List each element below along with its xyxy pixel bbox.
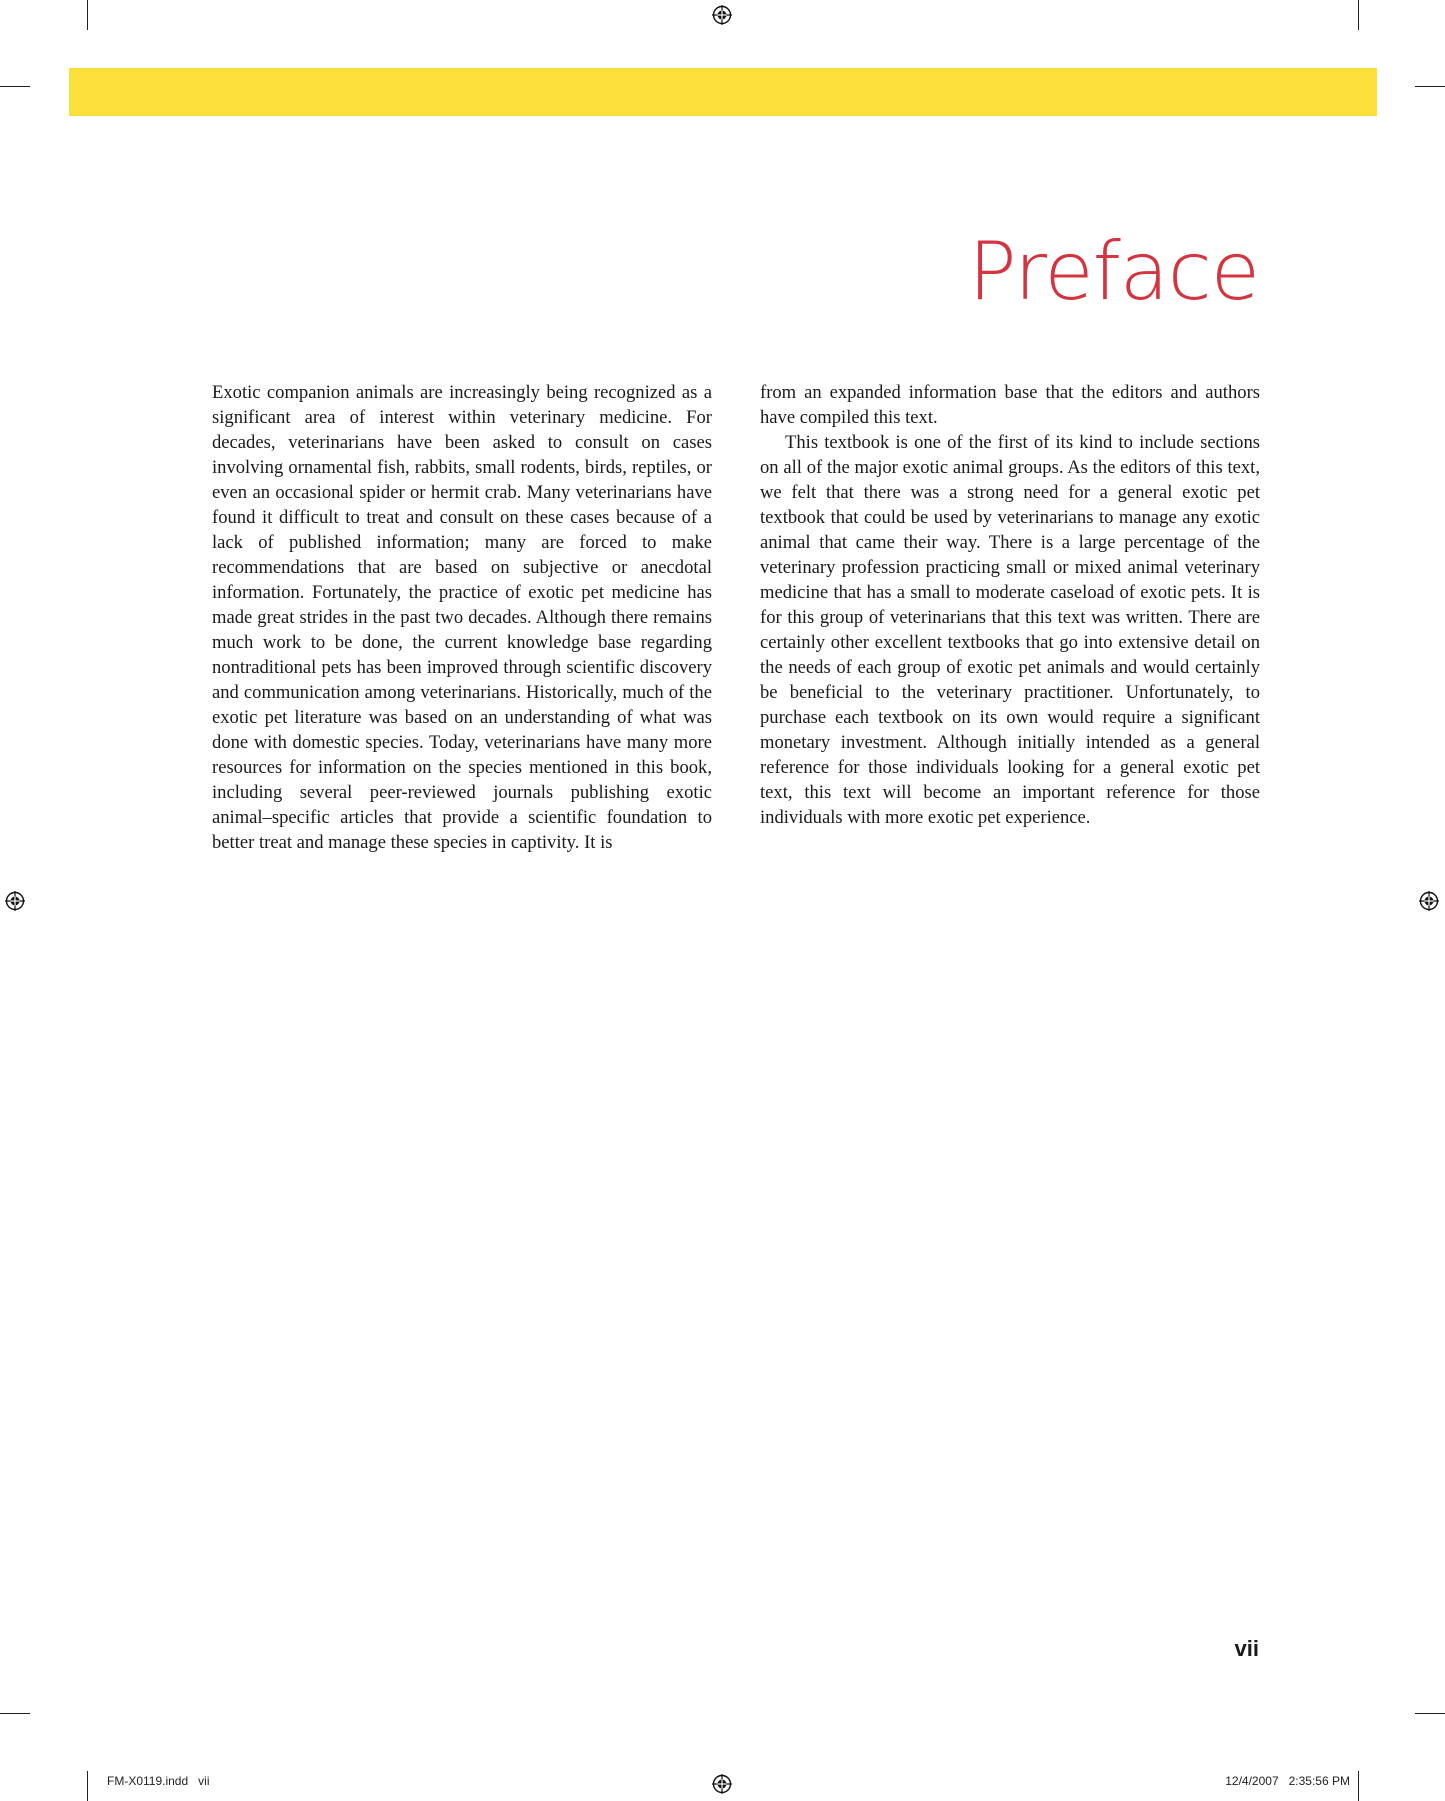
registration-mark-icon	[712, 1774, 732, 1794]
crop-mark-top-left-horizontal	[0, 86, 30, 87]
crop-mark-top-left-vertical	[87, 0, 88, 30]
paragraph: This textbook is one of the first of its kind to include sections on all of the major exotic animal groups. As the editors of this text, we felt that there was a strong need for a general exotic pet textbook that could be used by veterinarians to manage any exotic animal that came their way. There is a large percentage of the veterinary profession practicing small or mixed animal veterinary medicine that has a small to moderate caseload of exotic pets. It is for this group of veterinarians that this text was written. There are certainly other excellent textbooks that go into extensive detail on the needs of each group of exotic pet animals and would certainly be beneficial to the veterinary practitioner. Unfortunately, to purchase each textbook on its own would require a significant monetary investment. Although initially intended as a general reference for those individuals looking for a general exotic pet text, this text will become an important reference for those individuals with more exotic pet experience.	[760, 432, 1260, 828]
registration-mark-icon	[1419, 891, 1439, 911]
page-number: vii	[1234, 1636, 1259, 1661]
registration-mark-icon	[712, 5, 732, 25]
slug-file-info: FM-X0119.indd vii	[107, 1774, 210, 1788]
paragraph: Exotic companion animals are increasingly being recognized as a significant area of interest within veterinary medicine. For decades, veterinarians have been asked to consult on cases involving ornamental fish, rabbits, small rodents, birds, reptiles, or even an occasional spider or hermit crab. Many veterinarians have found it difficult to treat and consult on these cases because of a lack of published information; many are forced to make recommendations that are based on subjective or anecdotal information. Fortunately, the practice of exotic pet medicine has made great strides in the past two decades. Although there remains much work to be done, the current knowledge base regarding nontraditional pets has been improved through scientific discovery and communication among veterinarians. Historically, much of the exotic pet literature was based on an understanding of what was done with domestic species. Today, veterinarians have many more resources for information on the species mentioned in this book, including several peer-reviewed journals publishing exotic animal–specific articles that provide a scientific foundation to better treat and manage these species in captivity. It is	[212, 382, 712, 853]
registration-mark-icon	[5, 891, 25, 911]
paragraph: from an expanded information base that the editors and authors have compiled this text.	[760, 382, 1260, 428]
crop-mark-bottom-left-horizontal	[0, 1713, 30, 1714]
crop-mark-bottom-right-vertical	[1358, 1771, 1359, 1801]
crop-mark-top-right-horizontal	[1415, 86, 1445, 87]
slug-timestamp: 12/4/2007 2:35:56 PM	[1225, 1774, 1350, 1788]
text-column-left	[212, 380, 712, 855]
crop-mark-bottom-right-horizontal	[1415, 1713, 1445, 1714]
header-color-band	[69, 68, 1377, 116]
crop-mark-bottom-left-vertical	[87, 1771, 88, 1801]
page-title: Preface	[968, 224, 1259, 318]
text-column-right	[760, 380, 1260, 830]
crop-mark-top-right-vertical	[1358, 0, 1359, 30]
